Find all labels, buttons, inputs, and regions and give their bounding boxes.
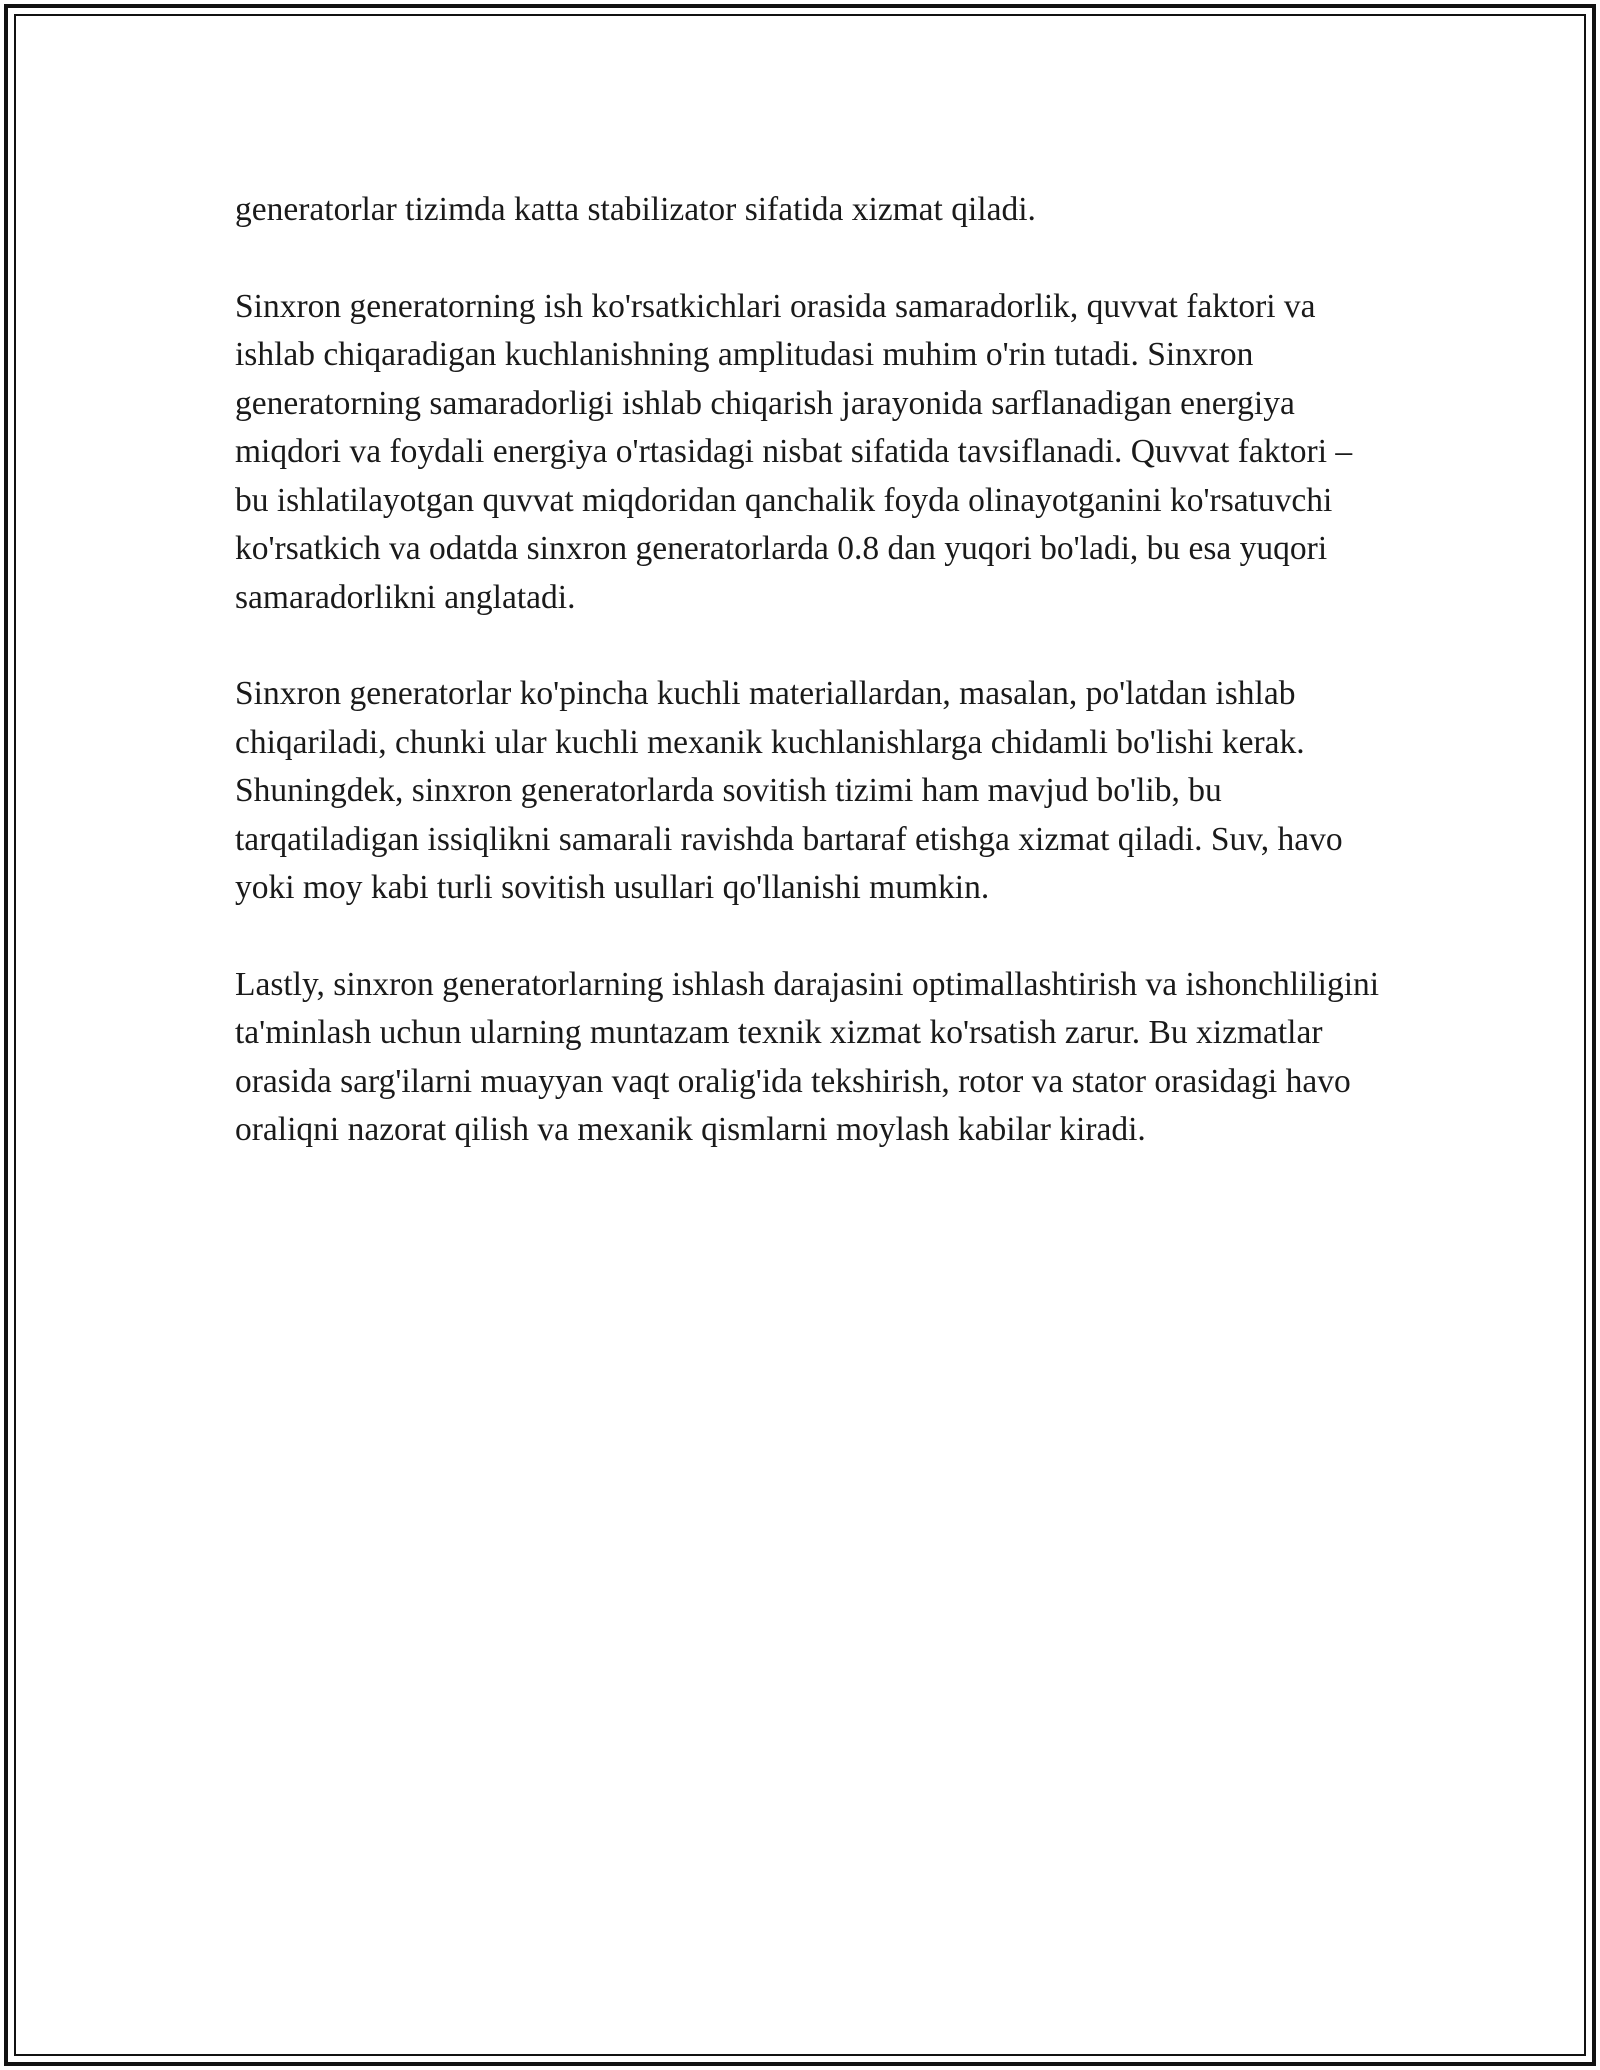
paragraph-2: Sinxron generatorning ish ko'rsatkichlari orasida samaradorlik, quvvat faktori va ishlab chiqaradigan kuchlanishning amplitudasi muhim o'rin tutadi. Sinxron generatorning samaradorligi ishlab chiqarish jarayonida sarflanadigan energiya miqdori va foydali energiya o'rtasidagi nisbat sifatida tavsiflanadi. Quvvat faktori – bu ishlatilayotgan quvvat miqdoridan qanchalik foyda olinayotganini ko'rsatuvchi ko'rsatkich va odatda sinxron generatorlarda 0.8 dan yuqori bo'ladi, bu esa yuqori samaradorlikni anglatadi.	[235, 287, 1353, 616]
paragraph-1: generatorlar tizimda katta stabilizator sifatida xizmat qiladi.	[235, 191, 1036, 228]
paragraph-3: Sinxron generatorlar ko'pincha kuchli materiallardan, masalan, po'latdan ishlab chiqariladi, chunki ular kuchli mexanik kuchlanishlarga chidamli bo'lishi kerak. Shuningdek, sinxron generatorlarda sovitish tizimi ham mavjud bo'lib, bu tarqatiladigan issiqlikni samarali ravishda bartaraf etishga xizmat qiladi. Suv, havo yoki moy kabi turli sovitish usullari qo'llanishi mumkin.	[235, 675, 1343, 906]
document-body	[235, 186, 1385, 1155]
paragraph-4: Lastly, sinxron generatorlarning ishlash darajasini optimallashtirish va ishonchliligini ta'minlash uchun ularning muntazam texnik xizmat ko'rsatish zarur. Bu xizmatlar orasida sarg'ilarni muayyan vaqt oralig'ida tekshirish, rotor va stator orasidagi havo oraliqni nazorat qilish va mexanik qismlarni moylash kabilar kiradi.	[235, 965, 1380, 1148]
